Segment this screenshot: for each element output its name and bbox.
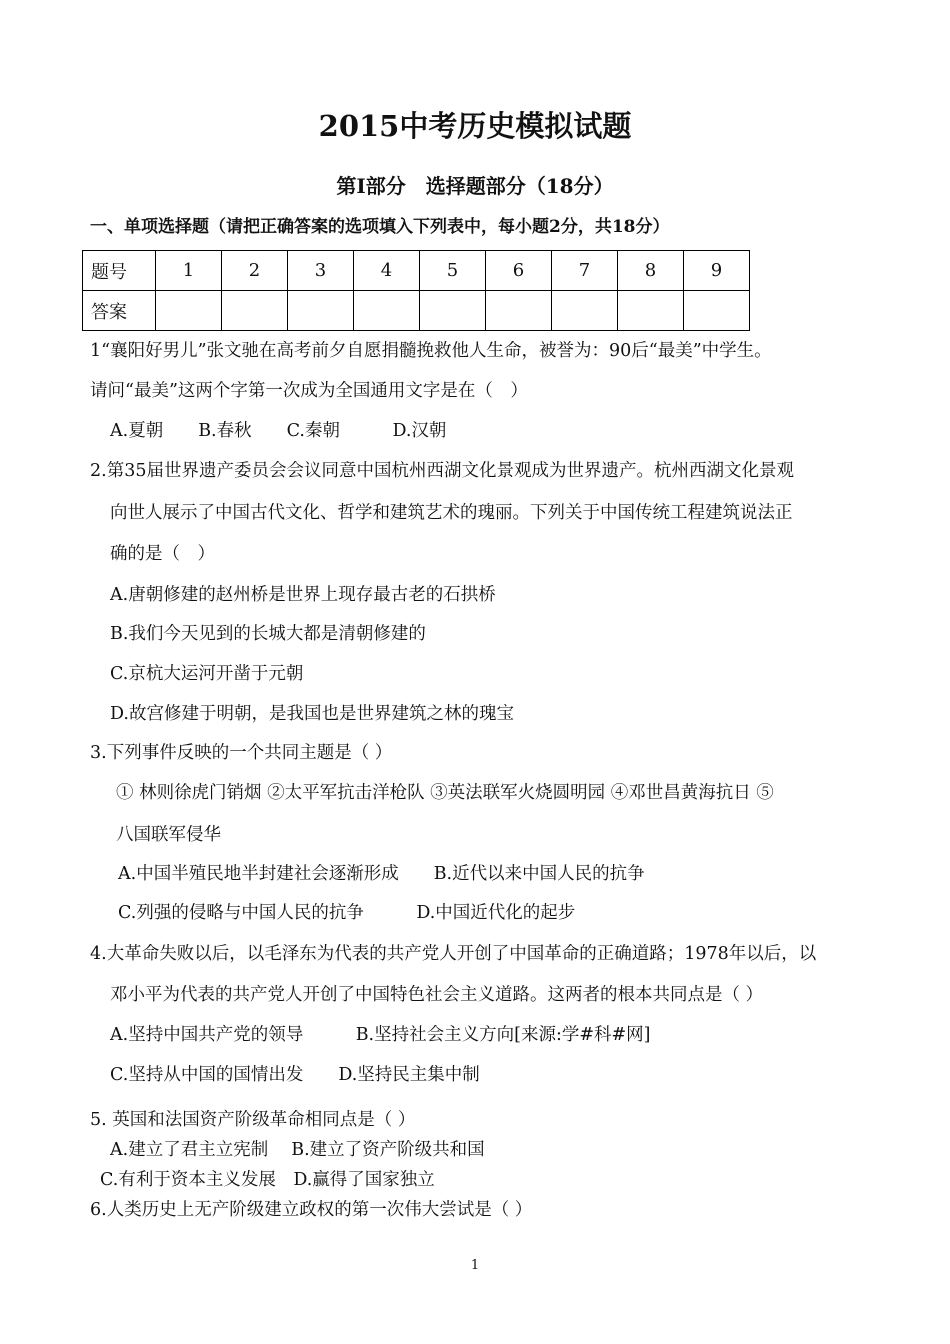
question-line: 5. 英国和法国资产阶级革命相同点是（ ） (90, 1110, 416, 1130)
option-line: A.唐朝修建的赵州桥是世界上现存最古老的石拱桥 (110, 585, 496, 605)
question-line: 邓小平为代表的共产党人开创了中国特色社会主义道路。这两者的根本共同点是（ ） (110, 985, 764, 1005)
table-cell: 3 (288, 251, 354, 291)
question-line: 确的是（ ） (110, 544, 215, 564)
answer-cell[interactable] (684, 291, 750, 331)
table-row (83, 251, 750, 291)
answer-cell[interactable] (420, 291, 486, 331)
question-line: 6.人类历史上无产阶级建立政权的第一次伟大尝试是（ ） (90, 1200, 533, 1220)
answer-cell[interactable] (552, 291, 618, 331)
page-number: 1 (470, 1258, 480, 1273)
page-title: 2015中考历史模拟试题 (318, 109, 632, 143)
option-line: C.京杭大运河开凿于元朝 (110, 664, 304, 684)
option-line: A.坚持中国共产党的领导 B.坚持社会主义方向[来源:学#科#网] (110, 1025, 651, 1045)
question-line: 向世人展示了中国古代文化、哲学和建筑艺术的瑰丽。下列关于中国传统工程建筑说法正 (110, 503, 793, 523)
answer-cell[interactable] (222, 291, 288, 331)
table-cell: 7 (552, 251, 618, 291)
table-cell: 8 (618, 251, 684, 291)
option-line: C.坚持从中国的国情出发 D.坚持民主集中制 (110, 1065, 480, 1085)
table-cell: 题号 (83, 251, 156, 291)
table-cell: 5 (420, 251, 486, 291)
table-row (83, 291, 750, 331)
answer-table (82, 250, 750, 331)
question-line: 八国联军侵华 (116, 825, 221, 845)
option-line: C.有利于资本主义发展 D.赢得了国家独立 (100, 1170, 435, 1190)
part-heading: 第Ⅰ部分 选择题部分（18分） (336, 174, 614, 198)
table-cell: 4 (354, 251, 420, 291)
option-line: A.建立了君主立宪制 B.建立了资产阶级共和国 (110, 1140, 485, 1160)
answer-cell[interactable] (354, 291, 420, 331)
answer-cell[interactable] (618, 291, 684, 331)
question-line: 请问“最美”这两个字第一次成为全国通用文字是在（ ） (90, 381, 528, 401)
option-line: B.我们今天见到的长城大都是清朝修建的 (110, 624, 426, 644)
question-line: 1“襄阳好男儿”张文驰在高考前夕自愿捐髓挽救他人生命，被誉为：90后“最美”中学生。 (90, 341, 772, 361)
question-line: 4.大革命失败以后，以毛泽东为代表的共产党人开创了中国革命的正确道路；1978年以后，以 (90, 944, 817, 964)
table-cell: 答案 (83, 291, 156, 331)
option-line: C.列强的侵略与中国人民的抗争 D.中国近代化的起步 (118, 903, 576, 923)
option-line: A.夏朝 B.春秋 C.秦朝 D.汉朝 (110, 421, 447, 441)
question-line: 3.下列事件反映的一个共同主题是（ ） (90, 743, 393, 763)
question-line: 2.第35届世界遗产委员会会议同意中国杭州西湖文化景观成为世界遗产。杭州西湖文化景观 (90, 461, 794, 481)
section-heading: 一、单项选择题（请把正确答案的选项填入下列表中，每小题2分，共18分） (90, 217, 670, 237)
option-line: D.故宫修建于明朝，是我国也是世界建筑之林的瑰宝 (110, 704, 514, 724)
question-line: ① 林则徐虎门销烟 ②太平军抗击洋枪队 ③英法联军火烧圆明园 ④邓世昌黄海抗日 ⑤ (116, 783, 774, 803)
answer-cell[interactable] (486, 291, 552, 331)
table-cell: 9 (684, 251, 750, 291)
table-cell: 1 (156, 251, 222, 291)
answer-cell[interactable] (288, 291, 354, 331)
table-cell: 6 (486, 251, 552, 291)
table-cell: 2 (222, 251, 288, 291)
answer-cell[interactable] (156, 291, 222, 331)
option-line: A.中国半殖民地半封建社会逐渐形成 B.近代以来中国人民的抗争 (118, 864, 645, 884)
